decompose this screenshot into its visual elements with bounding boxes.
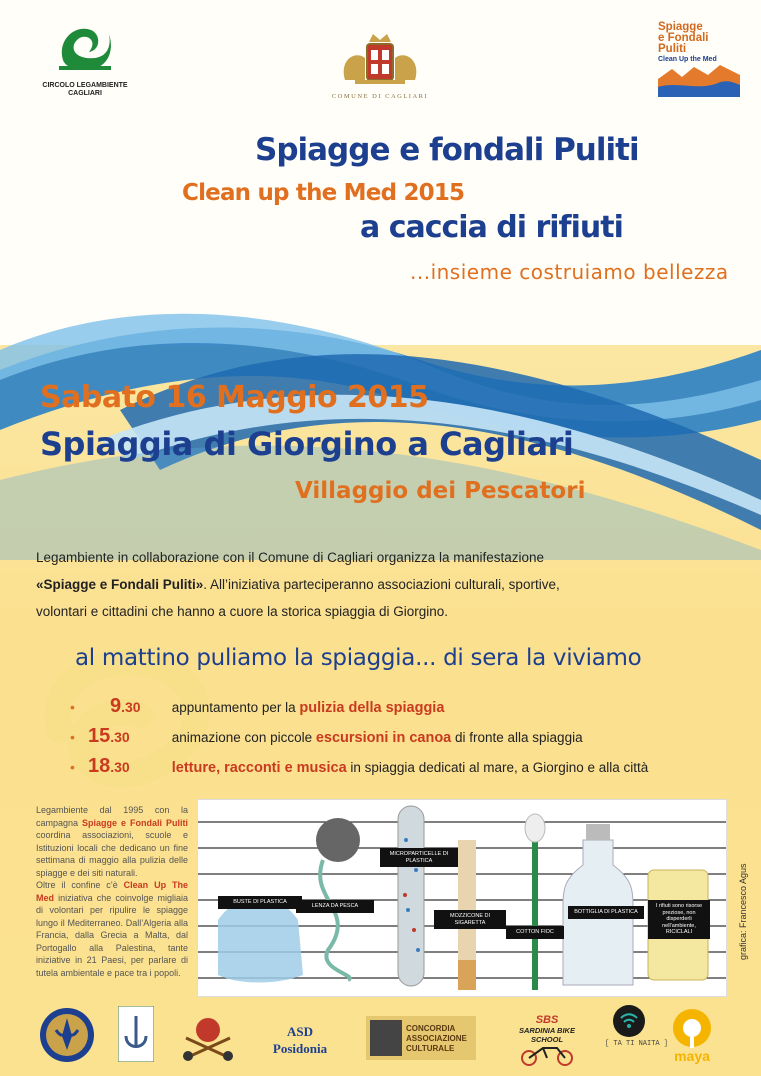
label-cotton-fioc: COTTON FIOC — [506, 926, 564, 939]
anchor-logo-icon — [118, 1006, 154, 1062]
schedule-text: appuntamento per la — [171, 700, 300, 715]
intro-text — [36, 544, 726, 625]
spiagge-logo-line: Puliti — [658, 43, 687, 55]
label-mozzicone: MOZZICONE DI SIGARETTA — [434, 910, 506, 929]
label-lenza: LENZA DA PESCA — [296, 900, 374, 913]
bullet-icon: • — [70, 729, 75, 745]
side-text: coordina associazioni, scuole e Istituzioni locali che dedicano un fine settimana di maggio alla pulizia delle spiagge e dei siti naturali. — [36, 830, 188, 878]
spiagge-logo-sub: Clean Up the Med — [658, 56, 717, 63]
comune-logo — [330, 30, 430, 100]
schedule-item — [70, 755, 648, 779]
concordia-label: CONCORDIA ASSOCIAZIONE CULTURALE — [406, 1024, 467, 1053]
schedule-text-post: di fronte alla spiaggia — [451, 730, 583, 745]
concordia-logo — [366, 1016, 476, 1060]
intro-line: Legambiente in collaborazione con il Comune di Cagliari organizza la manifestazione — [36, 550, 545, 565]
waste-lineup-image — [197, 799, 727, 997]
rowing-club-logo-icon — [180, 1008, 236, 1064]
schedule-highlight: letture, racconti e musica — [171, 760, 347, 776]
label-buste: BUSTE DI PLASTICA — [218, 896, 302, 909]
schedule-time — [88, 695, 168, 718]
event-village: Villaggio dei Pescatori — [295, 478, 586, 504]
schedule-hour: 18 — [88, 755, 111, 777]
sbs-label: SBS — [535, 1014, 559, 1026]
tatina-logo-icon — [612, 1004, 646, 1038]
side-description — [36, 804, 188, 979]
schedule-time — [88, 725, 168, 748]
label-lattina: I rifiuti sono risorse preziose, non disperderli nell'ambiente, RICICLALI — [648, 900, 710, 939]
side-text: iniziativa che coinvolge migliaia di volontari per ripulire le spiagge lungo il Mediterraneo. Dall’Algeria alla Francia, dalla Grecia a Malta, dal Portogallo alla Palestina, tante iniziative in 21 Paesi, per parlare di tutela ambientale e pace tra i popoli. — [36, 892, 188, 978]
graphic-credit: grafica: Francesco Agus — [738, 863, 748, 960]
bullet-icon: • — [70, 759, 75, 775]
legambiente-logo — [35, 20, 135, 98]
coat-of-arms-icon — [335, 30, 425, 88]
schedule-time — [88, 755, 168, 778]
label-bottiglia: BOTTIGLIA DI PLASTICA — [568, 906, 644, 919]
campaign-name: «Spiagge e Fondali Puliti» — [36, 577, 204, 592]
schedule-minutes: .30 — [110, 759, 130, 775]
side-highlight: Clean Up The Med — [36, 880, 188, 903]
event-place: Spiaggia di Giorgino a Cagliari — [40, 425, 574, 463]
clean-up-title: Clean up the Med 2015 — [182, 180, 465, 206]
caccia-title: a caccia di rifiuti — [360, 210, 623, 245]
side-text: Oltre il confine c’è — [36, 880, 124, 890]
spiagge-puliti-logo — [658, 22, 740, 101]
maya-icon — [670, 1008, 714, 1048]
schedule-text: animazione con piccole — [171, 730, 316, 745]
legambiente-city: CAGLIARI — [68, 90, 102, 97]
main-title: Spiagge e fondali Puliti — [255, 132, 639, 168]
event-date: Sabato 16 Maggio 2015 — [40, 380, 429, 415]
spiagge-logo-line: e Fondali — [658, 32, 709, 44]
schedule-minutes: .30 — [110, 729, 130, 745]
schedule-text-post: in spiaggia dedicati al mare, a Giorgino e alla città — [346, 760, 649, 775]
swan-icon — [55, 20, 115, 78]
agesci-logo-icon — [36, 1006, 98, 1064]
maya-label: maya — [674, 1048, 710, 1064]
schedule-hour: 15 — [88, 725, 111, 747]
side-highlight: Spiagge e Fondali Puliti — [82, 817, 189, 828]
legambiente-label: CIRCOLO LEGAMBIENTE — [42, 82, 128, 89]
slogan: al mattino puliamo la spiaggia... di sera la viviamo — [75, 645, 642, 671]
schedule-item — [70, 695, 444, 719]
label-microparticelle: MICROPARTICELLE DI PLASTICA — [380, 848, 458, 867]
schedule-highlight: escursioni in canoa — [315, 730, 452, 746]
sea-landscape-icon — [658, 63, 740, 97]
schedule-highlight: pulizia della spiaggia — [299, 700, 445, 716]
bike-icon — [517, 1044, 577, 1066]
comune-label: COMUNE DI CAGLIARI — [331, 93, 429, 100]
bullet-icon: • — [70, 699, 75, 715]
schedule-hour: 9 — [110, 695, 122, 717]
sbs-sublabel: SARDINIA BIKE SCHOOL — [519, 1026, 575, 1044]
sbs-logo — [508, 1014, 586, 1070]
tatina-label: [ TA TI NAITA ] — [605, 1040, 669, 1048]
intro-line: volontari e cittadini che hanno a cuore la storica spiaggia di Giorgino. — [36, 604, 448, 619]
schedule-minutes: .30 — [121, 699, 141, 715]
spiagge-logo-line: Spiagge — [658, 21, 703, 33]
asd-label: ASD — [286, 1024, 313, 1039]
tagline: ...insieme costruiamo bellezza — [410, 260, 729, 284]
side-text: Legambiente dal 1995 con la campagna — [36, 805, 188, 828]
intro-line-rest: . All’iniziativa parteciperanno associazioni culturali, sportive, — [203, 577, 560, 592]
posidonia-label: Posidonia — [272, 1041, 328, 1056]
maya-logo — [666, 1008, 718, 1064]
schedule-item — [70, 725, 583, 749]
intro-line — [36, 571, 726, 598]
asd-posidonia-logo — [260, 1023, 340, 1057]
